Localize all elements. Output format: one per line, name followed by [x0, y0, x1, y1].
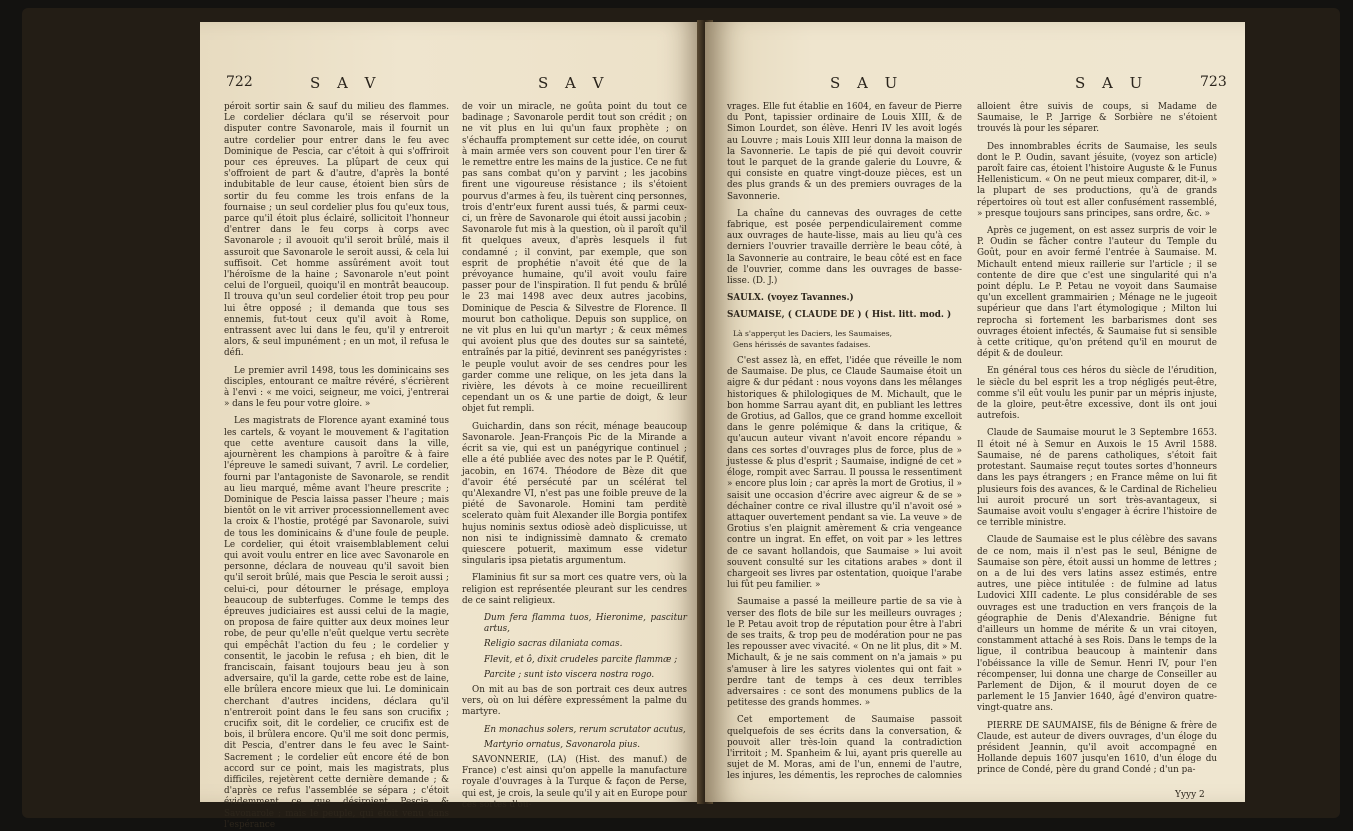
running-header-right-2: S A U: [1075, 74, 1149, 92]
verse-line: Martyrio ornatus, Savonarola pius.: [484, 739, 641, 750]
paragraph: Saumaise a passé la meilleure partie de sa vie à verser des flots de bile sur les meilleurs ouvrages ; le P. Petau avoit trop de réputation pour être à l'abri de ses traits, & trop peu de modération pour ne pas les repousser avec vivacité. « On ne lit plus, dit » M. Michault, & je ne sais comment on n'a jamais » pu s'amuser à lire les satyres violentes qui ont fait » perdre tant de temps à ces deux terribles adversaires : ce sont des monumens publics de la petitesse des grands hommes. »: [727, 597, 962, 709]
running-header-left-2: S A V: [538, 74, 610, 92]
paragraph: Guichardin, dans son récit, ménage beaucoup Savonarole. Jean-François Pic de la Mirande a écrit sa vie, qui est un panégyrique continuel ; elle a été publiée avec des notes par le P. Quétif, jacobin, en 1674. Théodore de Bèze dit que d'avoir été persécuté par un scélérat tel qu'Alexandre VI, n'est pas une foible preuve de la piété de Savonarole. Homini tam perditè scelerato quàm fuit Alexander ille Borgia pontifex hujus nominis sextus odiosè adeò displicuisse, ut non nisi te indignissimè damnato & cremato quiescere potuerit, maximum esse videtur singularis ipsa pietatis argumentum.: [462, 421, 687, 567]
left-page-column-2: [462, 102, 687, 810]
signature-mark: Yyyy 2: [1175, 790, 1205, 800]
paragraph: En général tous ces héros du siècle de l'érudition, le siècle du bel esprit les a trop négligés peut-être, comme s'il eût voulu les punir par un mépris injuste, de la gloire, peut-être excessive, dont ils ont joui autrefois.: [977, 366, 1217, 422]
paragraph: La chaîne du cannevas des ouvrages de cette fabrique, est posée perpendiculairement comme aux ouvrages de haute-lisse, mais au lieu qu'à ces derniers l'ouvrier travaille derrière le beau côté, à la Savonnerie au contraire, le beau côté est en face de l'ouvrier, comme dans les ouvrages de basse-lisse. (D. J.): [727, 208, 962, 287]
paragraph: Les magistrats de Florence ayant examiné tous les cartels, & voyant le mouvement & l'agitation que cette aventure causoit dans la ville, ajournèrent les champions à paroître & à faire l'épreuve le samedi suivant, 7 avril. Le cordelier, fourni par l'antagoniste de Savonarole, se rendit au lieu marqué, même avant l'heure prescrite ; Dominique de Pescia laissa passer l'heure ; mais bientôt on le vit arriver processionnellement avec la croix & l'hostie, protégé par Savonarole, suivi de tous les dominicains & d'une foule de peuple. Le cordelier, qui étoit vraisemblablement celui qui avoit voulu entrer en lice avec Savonarole en personne, déclara de nouveau qu'il savoit bien qu'il seroit brûlé, mais que Pescia le seroit aussi ; celui-ci, pour détourner le présage, employa beaucoup de subterfuges. Comme le temps des épreuves judiciaires est aussi celui de la magie, on proposa de faire quitter aux deux moines leur robe, de peur qu'elle n'eût quelque vertu secrète qui empêchât l'action du feu ; le cordelier y consentit, le jacobin le refusa ; eh bien, dit le franciscain, faisant toujours beau jeu à son adversaire, qu'il la garde, cette robe est de laine, elle brûlera encore mieux que lui. Le dominicain cherchant d'autres incidens, déclara qu'il n'entreroit point dans le feu sans son crucifix ; crucifix soit, dit le cordelier, ce crucifix est de bois, il brûlera encore. Qu'il me soit donc permis, dit Pescia, d'entrer dans le feu avec le Saint-Sacrement ; le cordelier eût encore été de bon accord sur ce point, mais les magistrats, plus difficiles, rejetèrent cette dernière demande ; & d'après ce refus l'assemblée se sépara ; c'étoit évidemment ce que désiroient Pescia & Savonarole ; mais le peuple, qui étoit venu dans l'espérance: [224, 416, 449, 830]
paragraph: Le premier avril 1498, tous les dominicains ses disciples, entourant ce maître révéré, s'écrièrent à l'envi : « me voici, seigneur, me voici, j'entrerai » dans le feu pour votre gloire. »: [224, 365, 449, 410]
verse-line: Dum fera flamma tuos, Hieronime, pascitur artus,: [484, 612, 687, 635]
paragraph: Claude de Saumaise mourut le 3 Septembre 1653. Il étoit né à Semur en Auxois le 15 Avril 1588. Saumaise, né de parens catholiques, s'étoit fait protestant. Saumaise reçut toutes sortes d'honneurs dans les pays étrangers ; en France même on lui fit plusieurs fois des avances, & le Cardinal de Richelieu lui auroit procuré un sort très-avantageux, si Saumaise avoit voulu s'engager à écrire l'histoire de ce terrible ministre.: [977, 428, 1217, 529]
left-page-column-1: [224, 102, 449, 830]
paragraph: Après ce jugement, on est assez surpris de voir le P. Oudin se fâcher contre l'auteur du Temple du Goût, pour en avoir fermé l'entrée à Saumaise. M. Michault entend mieux raillerie sur l'article ; il se contente de dire que c'est une singularité qui n'a point déplu. Le P. Petau ne voyoit dans Saumaise qu'un excellent grammairien ; Ménage ne le jugeoit supérieur que dans l'art étymologique ; Milton lui reprocha si fortement les barbarismes dont ses ouvrages étoient infectés, & Saumaise fut si sensible à cette critique, qu'on prétend qu'il en mourut de dépit & de douleur.: [977, 226, 1217, 360]
verse-line: En monachus solers, rerum scrutator acutus,: [484, 724, 686, 735]
paragraph: Flaminius fit sur sa mort ces quatre vers, où la religion est représentée pleurant sur les cendres de ce saint religieux.: [462, 573, 687, 606]
paragraph: alloient être suivis de coups, si Madame de Saumaise, le P. Jarrige & Sorbière ne s'étoient trouvés là pour les séparer.: [977, 102, 1217, 135]
dictionary-entry: SAULX. (voyez Tavannes.): [727, 293, 854, 304]
paragraph: Des innombrables écrits de Saumaise, les seuls dont le P. Oudin, savant jésuite, (voyez son article) paroît faire cas, étoient l'histoire Auguste & le Funus Hellenisticum. « On ne peut mieux comparer, dit-il, » la plupart de ses productions, qu'à de grands répertoires où tout est aller confusément rassemblé, » presque toujours sans principes, sans ordre, &c. »: [977, 141, 1217, 219]
right-page-column-1: [727, 102, 962, 802]
paragraph: vrages. Elle fut établie en 1604, en faveur de Pierre du Pont, tapissier ordinaire de Louis XIII, & de Simon Lourdet, son élève. Henri IV les avoit logés au Louvre ; mais Louis XIII leur donna la maison de la Savonnerie. Le tapis de pié qui devoit couvrir tout le parquet de la grande galerie du Louvre, & qui consiste en quatre vingt-douze pièces, est un des plus grands & un des premiers ouvrages de la Savonnerie.: [727, 102, 962, 202]
dictionary-entry: SAVONNERIE, (LA) (Hist. des manuf.) de France) c'est ainsi qu'on appelle la manufacture royale d'ouvrages à la Turque & façon de Perse, qui est, je crois, la seule qu'il y ait en Europe pour ces sortes d'ou-: [462, 754, 687, 810]
paragraph: On mit au bas de son portrait ces deux autres vers, où on lui défère expressément la palme du martyre.: [462, 684, 687, 718]
running-header-left-1: S A V: [310, 74, 382, 92]
verse-line: Parcite ; sunt isto viscera nostra rogo.: [484, 669, 655, 680]
page-number-left: 722: [226, 74, 253, 90]
running-header-right-1: S A U: [830, 74, 904, 92]
epigraph-line: Là s'apperçut les Daciers, les Saumaises,: [733, 328, 893, 338]
verse-line: Flevit, et ô, dixit crudeles parcite flammæ ;: [484, 654, 678, 665]
paragraph: PIERRE DE SAUMAISE, fils de Bénigne & frère de Claude, est auteur de divers ouvrages, d'un éloge du président Jeannin, qu'il avoit accompagné en Hollande depuis 1607 jusqu'en 1610, d'un éloge du prince de Condé, père du grand Condé ; d'un pa-: [977, 720, 1217, 776]
epigraph-line: Gens hérissés de savantes fadaises.: [733, 339, 871, 349]
page-number-right: 723: [1200, 74, 1227, 90]
verse-line: Religio sacras dilaniata comas.: [484, 639, 623, 650]
paragraph: C'est assez là, en effet, l'idée que réveille le nom de Saumaise. De plus, ce Claude Saumaise étoit un aigre & dur pédant : nous voyons dans les mêlanges historiques & philologiques de M. Michault, que le bon homme Sarrau ayant dit, en publiant les lettres de Grotius, ad Gallos, que ce grand homme excelloit dans le genre polémique & dans la critique, & qu'aucun auteur vivant n'avoit encore répandu » dans ces sortes d'ouvrages plus de force, plus de » justesse & plus d'esprit ; Saumaise, indigné de cet » éloge, rompit avec Sarrau. Il poussa le ressentiment » encore plus loin ; car après la mort de Grotius, il » saisit une occasion d'écrire avec aigreur & de se » déchaîner contre ce rival illustre qu'il n'avoit osé » attaquer ouvertement pendant sa vie. La veuve » de Grotius s'en plaignit amèrement & cria vengeance contre un ingrat. En effet, on voit par » les lettres de ce savant hollandois, que Saumaise » lui avoit souvent consulté sur les citations arabes » dont il chargeoit ses livres par ostentation, quoique l'arabe lui fût peu familier. »: [727, 356, 962, 591]
left-page: [200, 22, 705, 830]
dictionary-entry: SAUMAISE, ( CLAUDE DE ) ( Hist. litt. mod. ): [727, 310, 952, 321]
paragraph: Cet emportement de Saumaise passoit quelquefois de ses écrits dans la conversation, & pouvoit aller très-loin quand la contradiction l'irritoit ; M. Spanheim & lui, ayant pris querelle au sujet de M. Moras, ami de l'un, ennemi de l'autre, les injures, les démentis, les reproches de calomnies: [727, 715, 962, 782]
paragraph: péroit sortir sain & sauf du milieu des flammes. Le cordelier déclara qu'il se réservoit pour disputer contre Savonarole, mais il fournit un autre cordelier pour entrer dans le feu avec Dominique de Pescia, car c'étoit à qui s'offriroit pour ces épreuves. La plûpart de ceux qui s'offroient de part & d'autre, d'après la bonté indubitable de leur cause, étoient bien sûrs de sortir du feu comme les trois enfans de la fournaise ; un seul cordelier plus fou qu'eux tous, parce qu'il étoit plus éclairé, sollicitoit l'honneur d'entrer dans le feu corps à corps avec Savonarole ; il avouoit qu'il seroit brûlé, mais il assuroit que Savonarole le seroit aussi, & cela lui suffisoit. Cet homme assûrément avoit tout l'héroïsme de la haine ; Savonarole n'eut point celui de l'orgueil, quoiqu'il en montrât beaucoup. Il trouva qu'un seul cordelier étoit trop peu pour lui être opposé ; il demanda que tous ses ennemis, fut-tout ceux qu'il avoit à Rome, entrassent avec lui dans le feu, qu'il y entreroit alors, & seul impunément ; en un mot, il refusa le défi.: [224, 102, 449, 359]
right-page: [705, 22, 1245, 802]
paragraph: de voir un miracle, ne goûta point du tout ce badinage ; Savonarole perdit tout son crédit ; on ne vit plus en lui qu'un faux prophète ; on s'échauffa promptement sur cette idée, on courut à main armée vers son couvent pour l'en tirer & le remettre entre les mains de la justice. Ce ne fut pas sans combat qu'on y parvint ; les jacobins firent une vigoureuse résistance ; ils s'étoient pourvus d'armes à feu, ils tuèrent cinq personnes, trois d'entr'eux furent aussi tués, & parmi ceux-ci, un frère de Savonarole qui étoit aussi jacobin ; Savonarole fut mis à la question, où il paroît qu'il fit quelques aveux, d'après lesquels il fut condamné ; il convint, par exemple, que son esprit de prophétie n'avoit été que de la prévoyance humaine, qu'il avoit voulu faire passer pour de l'inspiration. Il fut pendu & brûlé le 23 mai 1498 avec deux autres jacobins, Dominique de Pescia & Silvestre de Florence. Il mourut bon catholique. Depuis son supplice, on ne vit plus en lui qu'un martyr ; & ceux mêmes qui avoient plus que des doutes sur sa sainteté, entraînés par la pitié, devinrent ses panégyristes : le peuple voulut avoir de ses cendres pour les garder comme une relique, on les jeta dans la rivière, les dévots à ce moine recueillirent cependant un os & une partie de doigt, & leur objet fut rempli.: [462, 102, 687, 415]
right-page-column-2: [977, 102, 1217, 788]
paragraph: Claude de Saumaise est le plus célèbre des savans de ce nom, mais il n'est pas le seul, Bénigne de Saumaise son père, étoit aussi un homme de lettres ; on a de lui des vers latins assez estimés, entre autres, une pièce intitulée : de fulmine ad latus Ludovici XIII cadente. Le plus considérable de ses ouvrages est une traduction en vers françois de la géographie de Denis d'Alexandrie. Bénigne fut d'ailleurs un homme de mérite & un vrai citoyen, constamment attaché à ses Rois. Dans le temps de la ligue, il contribua beaucoup à maintenir dans l'obéissance la ville de Semur. Henri IV, pour l'en récompenser, lui donna une charge de Conseiller au Parlement de Dijon, & il mourut doyen de ce parlement le 15 Janvier 1640, âgé d'environ quatre-vingt-quatre ans.: [977, 535, 1217, 714]
